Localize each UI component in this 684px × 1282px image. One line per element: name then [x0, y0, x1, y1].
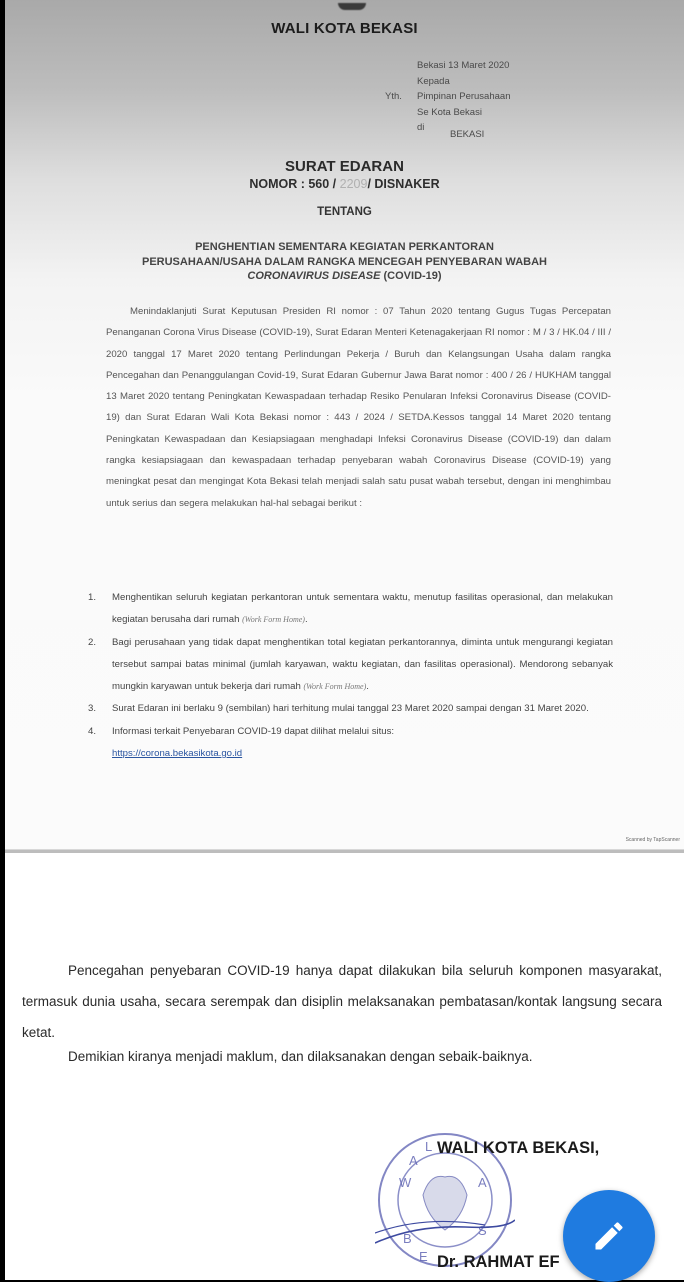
closing-remark: Demikian kiranya menjadi maklum, dan dilaksanakan dengan sebaik-baiknya. — [68, 1049, 533, 1064]
list-item-number: 4. — [88, 725, 97, 737]
list-item — [88, 587, 613, 632]
di-label: di — [417, 122, 425, 133]
address-block — [417, 58, 510, 136]
svg-text:W: W — [399, 1175, 412, 1190]
svg-text:E: E — [419, 1249, 428, 1264]
list-item — [88, 721, 613, 766]
list-item-text: Surat Edaran ini berlaku 9 (sembilan) hari terhitung mulai tanggal 23 Maret 2020 sampai dengan 31 Maret 2020. — [112, 703, 589, 715]
closing-paragraph: Pencegahan penyebaran COVID-19 hanya dapat dilakukan bila seluruh komponen masyarakat, termasuk dunia usaha, secara serempak dan disiplin melaksanakan pembatasan/kontak langsung secara ketat. — [22, 963, 662, 1040]
subject-line-1: PENGHENTIAN SEMENTARA KEGIATAN PERKANTORAN — [195, 241, 494, 253]
recipient-city: BEKASI — [450, 129, 485, 140]
list-item-text: Bagi perusahaan yang tidak dapat menghentikan total kegiatan perkantorannya, diminta untuk mengurangi kegiatan tersebut sampai batas minimal (jumlah karyawan, waktu kegiatan, dan fasilitas operasional). Mendorong sebanyak mungkin karyawan untuk bekerja dari rumah — [112, 636, 613, 693]
instruction-list — [88, 587, 613, 765]
nomor-suffix: / DISNAKER — [367, 177, 440, 191]
list-item-number: 3. — [88, 703, 97, 715]
yth-label: Yth. — [385, 91, 402, 102]
covid-info-link[interactable]: https://corona.bekasikota.go.id — [112, 748, 243, 760]
svg-text:L: L — [425, 1139, 433, 1154]
list-item-italic: (Work Form Home) — [242, 615, 305, 625]
scanner-watermark: Scanned by TapScanner — [625, 837, 680, 843]
letterhead: WALI KOTA BEKASI — [271, 20, 418, 37]
document-viewer[interactable] — [5, 0, 684, 1280]
svg-text:A: A — [409, 1153, 418, 1168]
subject-line-2: PERUSAHAAN/USAHA DALAM RANGKA MENCEGAH PENYEBARAN WABAH — [142, 255, 547, 268]
edit-fab-button[interactable] — [563, 1190, 655, 1282]
tentang-heading: TENTANG — [317, 206, 372, 218]
list-item-number: 2. — [88, 636, 97, 648]
subject-italic: CORONAVIRUS DISEASE — [247, 270, 381, 282]
recipient-area: Se Kota Bekasi — [417, 106, 482, 118]
document-title: SURAT EDARAN — [285, 158, 404, 175]
pencil-icon — [591, 1218, 627, 1254]
recipient: Pimpinan Perusahaan — [417, 91, 511, 102]
svg-text:S: S — [478, 1223, 487, 1238]
signature-title: WALI KOTA BEKASI, — [437, 1139, 600, 1157]
svg-text:A: A — [478, 1175, 487, 1190]
list-item-number: 1. — [88, 592, 97, 603]
subject-line-3 — [5, 269, 684, 284]
nomor-number: 2209 — [339, 177, 368, 191]
document-page-1 — [5, 0, 684, 850]
list-item — [88, 632, 613, 699]
signature-name: Dr. RAHMAT EF — [437, 1253, 560, 1271]
subject-heading — [5, 240, 684, 284]
nomor-prefix: NOMOR : 560 / — [249, 177, 340, 191]
document-number — [5, 177, 684, 191]
garuda-emblem-icon — [338, 3, 366, 10]
letter-date: Bekasi 13 Maret 2020 — [417, 60, 510, 71]
list-item-text: Informasi terkait Penyebaran COVID-19 dapat dilihat melalui situs: — [112, 725, 395, 737]
subject-rest: (COVID-19) — [380, 270, 442, 282]
list-item-italic: (Work Form Home) — [303, 682, 367, 692]
list-item-suffix: . — [366, 681, 369, 693]
intro-paragraph: Menindaklanjuti Surat Keputusan Presiden RI nomor : 07 Tahun 2020 tentang Gugus Tugas Percepatan Penanganan Corona Virus Disease (COVID-19), Surat Edaran Menteri Ketenagakerjaan RI nomor : M / 3 / HK.04 / III / 2020 tanggal 17 Maret 2020 tentang Perlindungan Pekerja / Buruh dan Kelangsungan Usaha dalam rangka Pencegahan dan Penanggulangan Covid-19, Surat Edaran Gubernur Jawa Barat nomor : 400 / 26 / HUKHAM tanggal 13 Maret 2020 tentang Peningkatan Kewaspadaan terhadap Resiko Penularan Infeksi Coronavirus Disease (COVID-19) dan Surat Edaran Wali Kota Bekasi nomor : 443 / 2024 / SETDA.Kessos tanggal 14 Maret 2020 tentang Peningkatan Kewaspadaan dan Kesiapsiagaan menghadapi Infeksi Coronavirus Disease (COVID-19) dan dalam rangka kesiapsiagaan dan kewaspadaan terhadap penyebaran wabah Coronavirus Disease (COVID-19) yang meningkat pesat dan mengingat Kota Bekasi telah menjadi salah satu pusat wabah tersebut, dengan ini menghimbau untuk serius dan segera melakukan hal-hal sebagai berikut : — [106, 306, 611, 509]
list-item — [88, 698, 613, 720]
kepada-label: Kepada — [417, 75, 450, 87]
list-item-text: Menghentikan seluruh kegiatan perkantoran untuk sementara waktu, menutup fasilitas operasional, dan melakukan kegiatan berusaha dari rumah — [112, 592, 613, 626]
list-item-suffix: . — [304, 614, 308, 626]
svg-text:B: B — [403, 1231, 412, 1246]
